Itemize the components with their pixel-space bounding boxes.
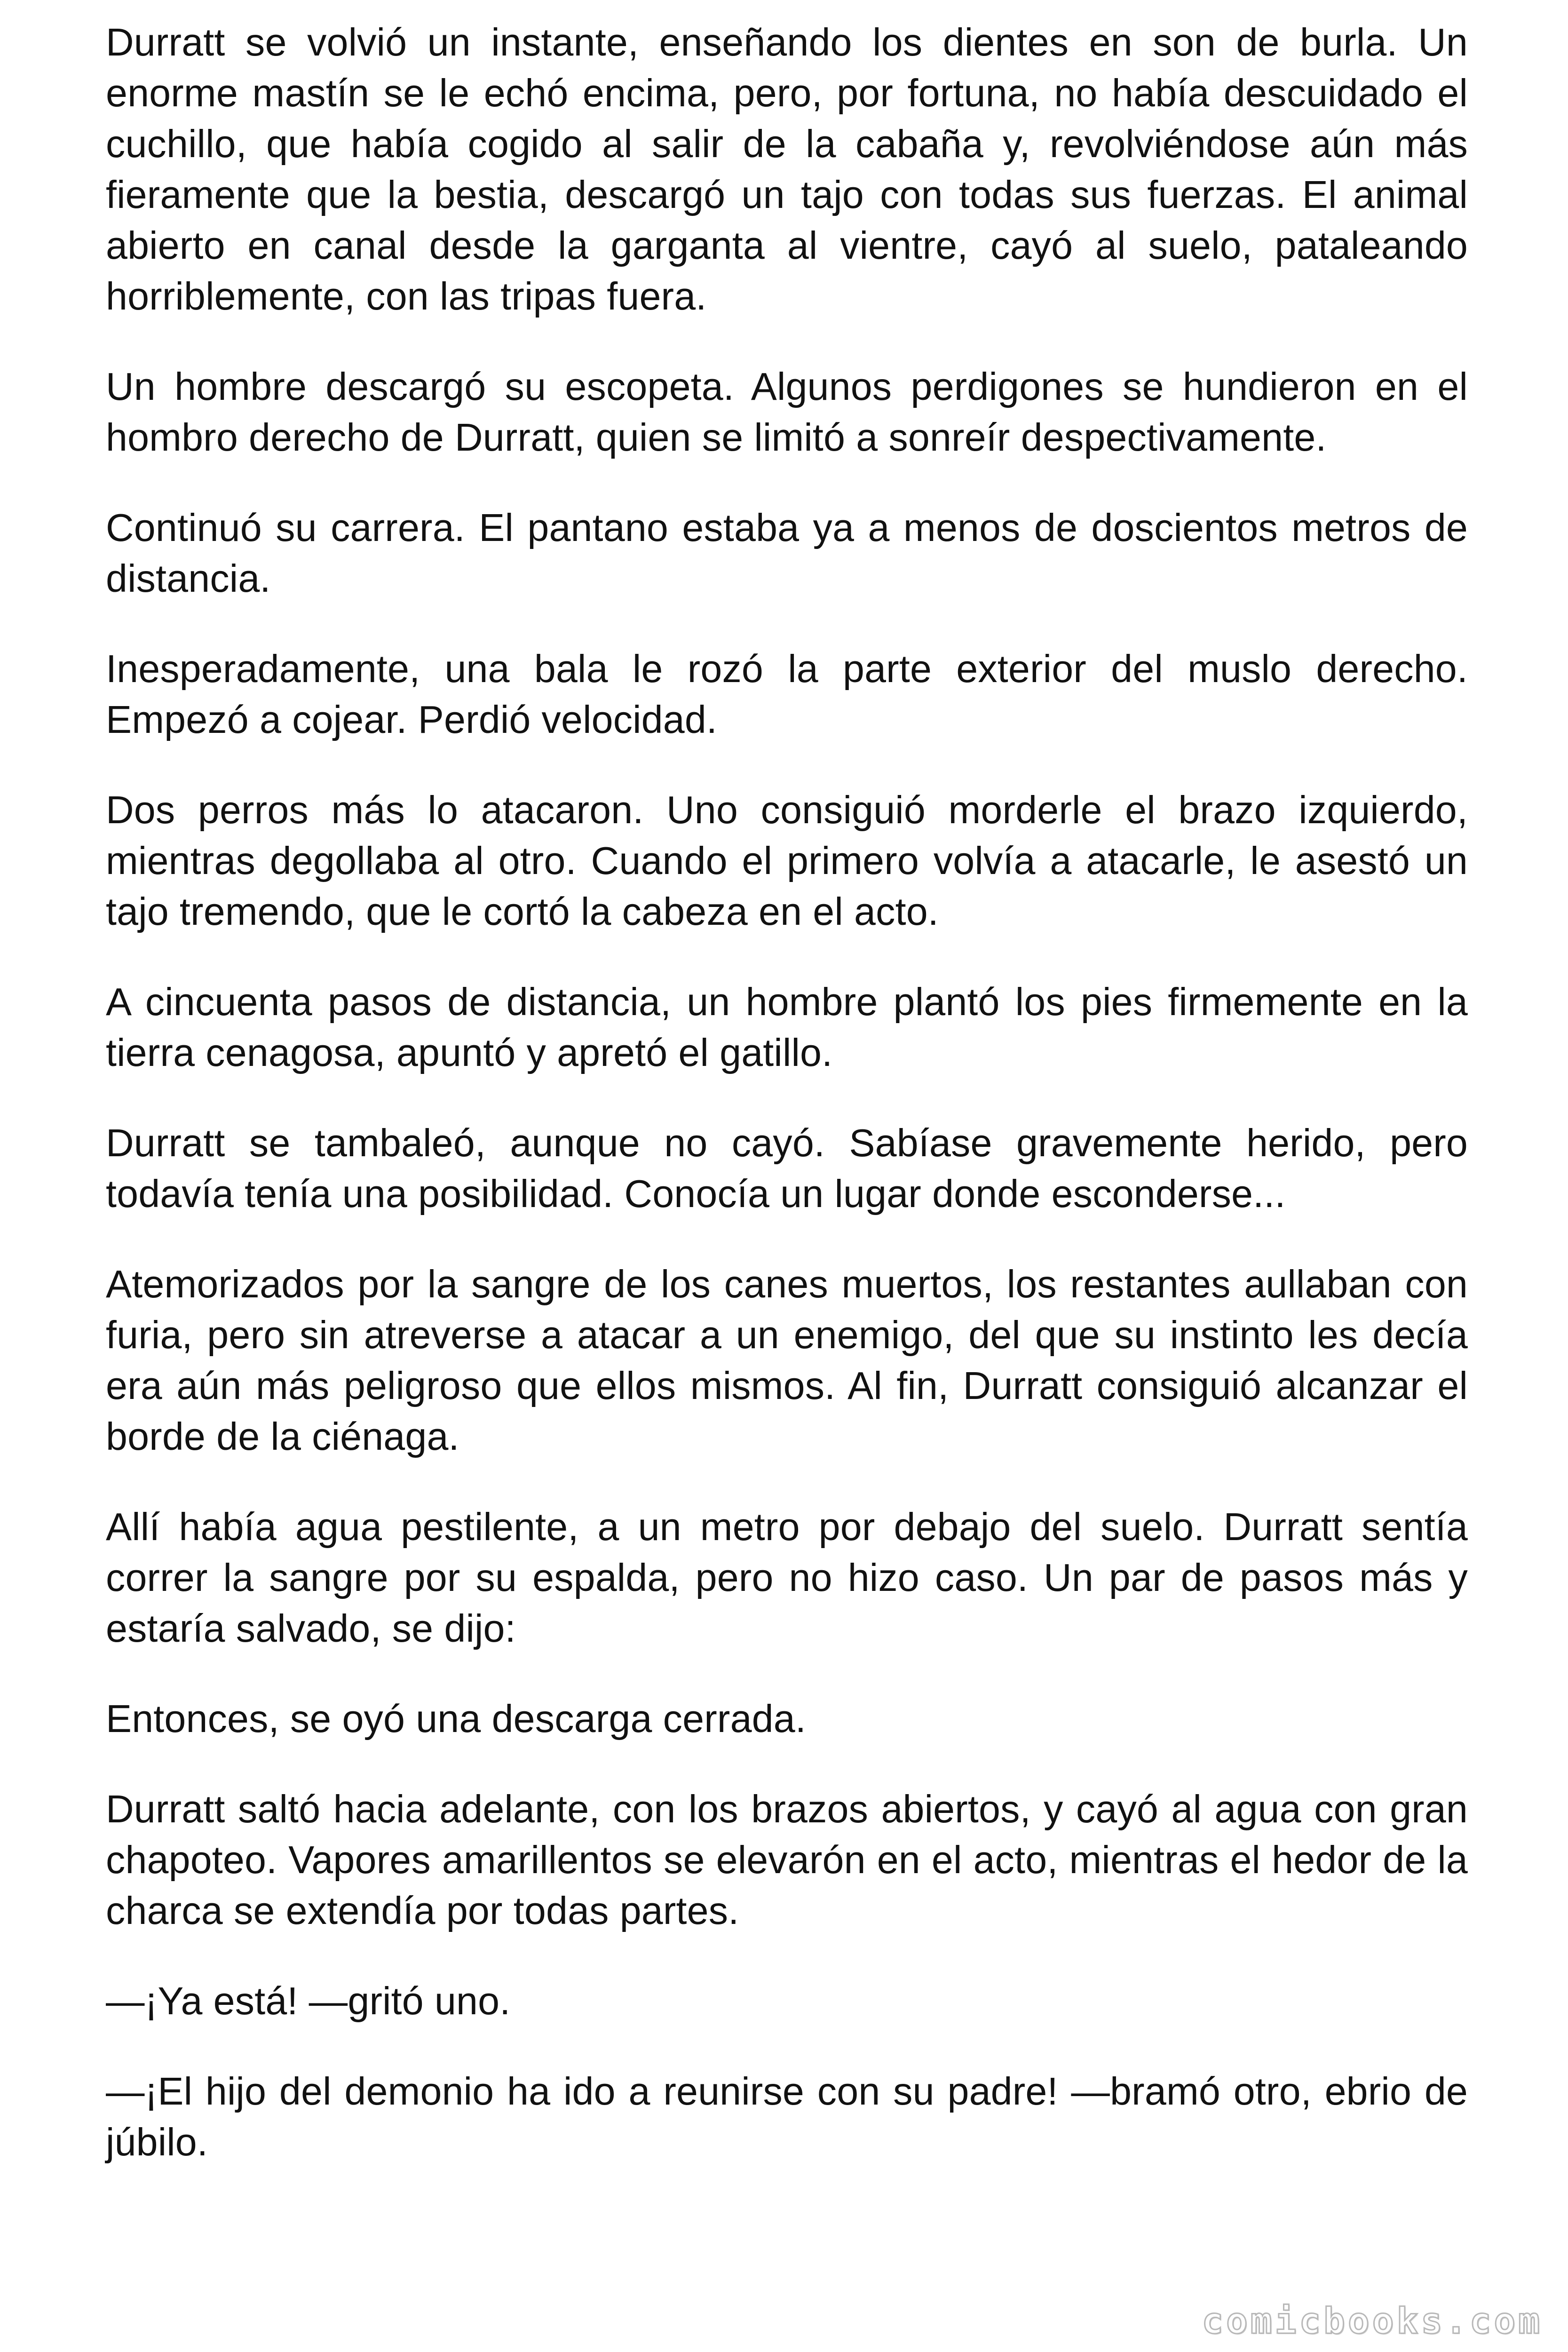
paragraph: Durratt se tambaleó, aunque no cayó. Sabíase gravemente herido, pero todavía tenía una posibilidad. Conocía un lugar donde esconderse... [106,1121,1468,1216]
paragraph: Un hombre descargó su escopeta. Algunos perdigones se hundieron en el hombro derecho de Durratt, quien se limitó a sonreír despectivamente. [106,365,1468,459]
paragraph: Durratt se volvió un instante, enseñando los dientes en son de burla. Un enorme mastín se le echó encima, pero, por fortuna, no había descuidado el cuchillo, que había cogido al salir de la cabaña y, revolviéndose aún más fieramente que la bestia, descargó un tajo con todas sus fuerzas. El animal abierto en canal desde la garganta al vientre, cayó al suelo, pataleando horriblemente, con las tripas fuera. [106,21,1468,318]
paragraph: Durratt saltó hacia adelante, con los brazos abiertos, y cayó al agua con gran chapoteo. Vapores amarillentos se elevarón en el acto, mientras el hedor de la charca se extendía por todas partes. [106,1788,1468,1932]
paragraph: —¡Ya está! —gritó uno. [106,1979,511,2023]
paragraph: Entonces, se oyó una descarga cerrada. [106,1697,806,1740]
paragraph: Continuó su carrera. El pantano estaba ya a menos de doscientos metros de distancia. [106,506,1468,600]
watermark: comicbooks.com [1202,2300,1543,2342]
paragraph: Atemorizados por la sangre de los canes muertos, los restantes aullaban con furia, pero sin atreverse a atacar a un enemigo, del que su instinto les decía era aún más peligroso que ellos mismos. Al fin, Durratt consiguió alcanzar el borde de la ciénaga. [106,1263,1468,1458]
paragraph: Allí había agua pestilente, a un metro por debajo del suelo. Durratt sentía correr la sangre por su espalda, pero no hizo caso. Un par de pasos más y estaría salvado, se dijo: [106,1505,1468,1650]
document-body [106,17,1468,2207]
paragraph: A cincuenta pasos de distancia, un hombre plantó los pies firmemente en la tierra cenagosa, apuntó y apretó el gatillo. [106,980,1468,1074]
paragraph: Dos perros más lo atacaron. Uno consiguió morderle el brazo izquierdo, mientras degollaba al otro. Cuando el primero volvía a atacarle, le asestó un tajo tremendo, que le cortó la cabeza en el acto. [106,788,1468,933]
paragraph: —¡El hijo del demonio ha ido a reunirse con su padre! —bramó otro, ebrio de júbilo. [106,2070,1468,2164]
paragraph: Inesperadamente, una bala le rozó la parte exterior del muslo derecho. Empezó a cojear. Perdió velocidad. [106,647,1468,741]
